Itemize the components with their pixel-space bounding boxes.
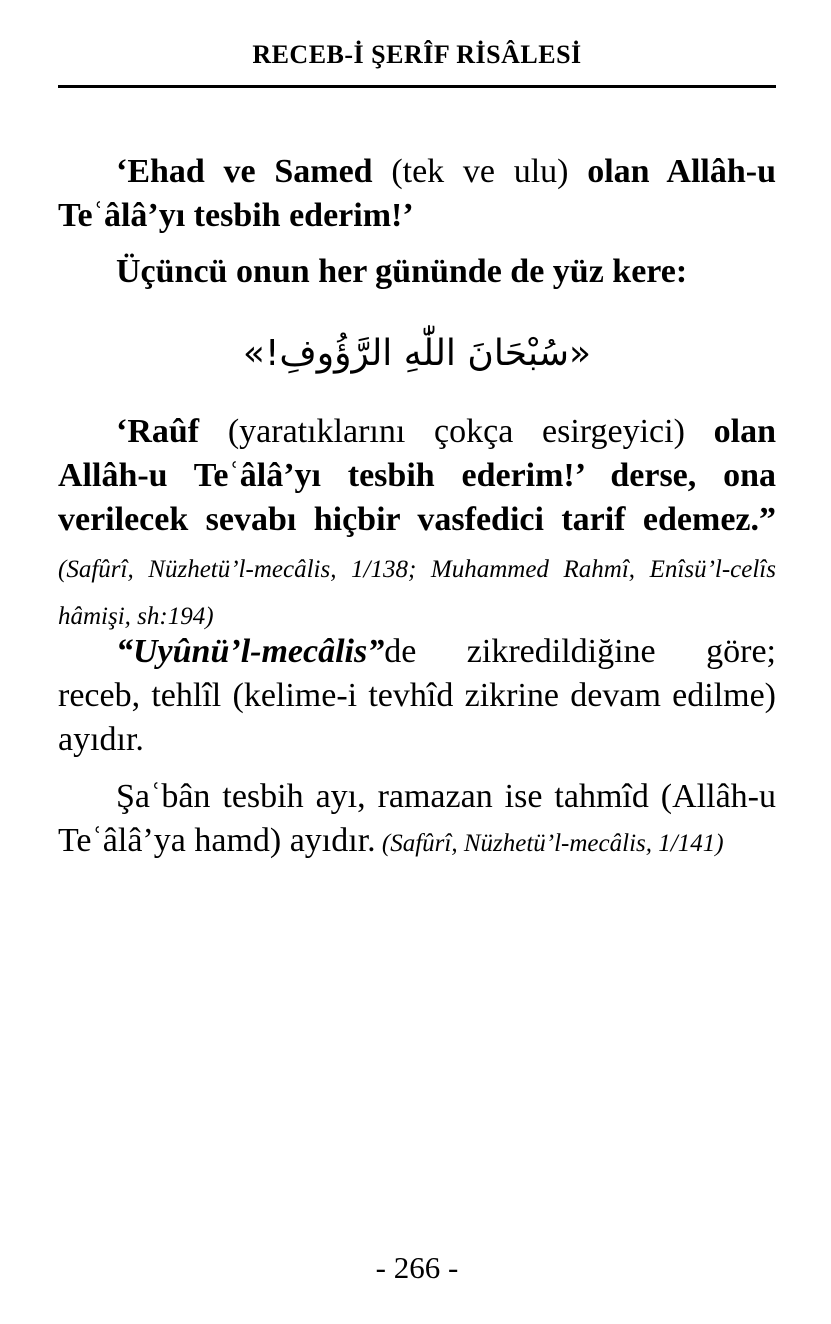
- citation: (Safûrî, Nüzhetü’l-mecâlis, 1/141): [375, 830, 724, 857]
- page-number: - 266 -: [375, 1250, 459, 1285]
- bold-phrase: ‘Raûf: [116, 413, 200, 450]
- bold-phrase: ‘Ehad ve Samed: [116, 153, 373, 190]
- header-rule: [58, 85, 776, 88]
- citation: (Safûrî, Nüzhetü’l-mecâlis, 1/138; Muhammed Rahmî, Enîsü’l-celîs hâmişi, sh:194): [58, 556, 776, 630]
- bold-phrase: olan Allâh-u Teʿâlâ’yı tesbih ederim!’ derse, ona verilecek sevabı hiçbir vasfedici tarif edemez.”: [58, 413, 776, 538]
- gloss-text: (yaratıklarını çokça esirgeyici): [199, 413, 714, 450]
- gloss-text: (tek ve ulu): [372, 153, 588, 190]
- paragraph-ehad-samed: [58, 150, 776, 238]
- book-title: “Uyûnü’l-mecâlis”: [116, 633, 385, 670]
- paragraph-third-day: Üçüncü onun her gününde de yüz kere:: [116, 253, 688, 290]
- paragraph-rauf: [58, 410, 776, 639]
- paragraph-uyunul-mecalis: [58, 630, 776, 762]
- body-text: de zikredildiğine göre; receb, tehlîl (kelime-i tevhîd zikrine devam edilme) ayıdır.: [58, 633, 776, 758]
- bold-phrase: olan Allâh-u Teʿâlâ’yı tesbih ederim!’: [58, 153, 777, 234]
- paragraph-shaban: [58, 775, 776, 866]
- running-head: RECEB-İ ŞERÎF RİSÂLESİ: [252, 40, 582, 69]
- body-text: Şaʿbân tesbih ayı, ramazan ise tahmîd (Allâh-u Teʿâlâ’ya hamd) ayıdır.: [58, 778, 776, 859]
- arabic-dhikr: «سُبْحَانَ اللّٰهِ الرَّؤُوفِ!»: [242, 333, 592, 374]
